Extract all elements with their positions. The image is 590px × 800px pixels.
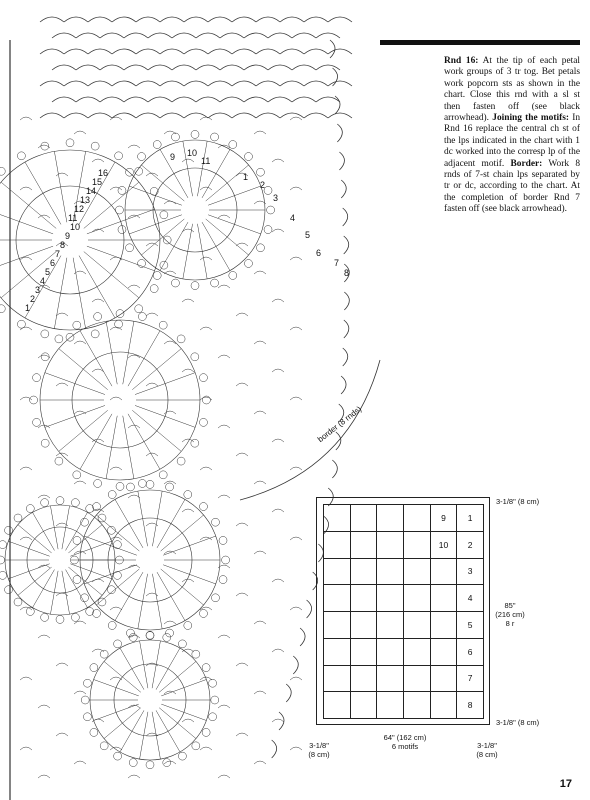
- rnd16-title: Rnd 16:: [444, 56, 479, 66]
- header-rule: [380, 40, 580, 45]
- grid-cell: [351, 585, 378, 612]
- right-margin-in: 3-1/8": [477, 741, 497, 750]
- grid-cell: [431, 639, 458, 666]
- round-number-left: 2: [30, 294, 36, 304]
- round-number-right: 5: [305, 230, 311, 240]
- height-motifs: 8 r: [505, 619, 515, 628]
- grid-cell: 4: [457, 585, 484, 612]
- round-number-left: 10: [70, 222, 81, 232]
- round-number-right: 2: [260, 180, 266, 190]
- grid-cell: [377, 505, 404, 532]
- border-title: Border:: [510, 158, 543, 169]
- grid-cell: [404, 532, 431, 559]
- motif-grid: [323, 504, 484, 719]
- grid-cell: [351, 532, 378, 559]
- left-margin-cm: (8 cm): [308, 750, 330, 759]
- grid-cell: [404, 692, 431, 719]
- round-number-top: 9: [170, 152, 176, 162]
- grid-cell: [377, 666, 404, 693]
- round-number-top: 10: [187, 148, 198, 158]
- instructions-text: [444, 56, 580, 216]
- round-number-left: 8: [60, 240, 66, 250]
- left-margin-dimension: [304, 741, 334, 759]
- grid-cell: 2: [457, 532, 484, 559]
- assembly-schematic: [316, 497, 490, 725]
- grid-cell: 3: [457, 559, 484, 586]
- grid-cell: [324, 612, 351, 639]
- grid-cell: [404, 505, 431, 532]
- round-number-left: 16: [98, 168, 109, 178]
- round-number-left: 1: [25, 303, 31, 313]
- border-text: Work 8 rnds of 7-st chain lps separated by tr or dc, according to the chart. At the completion of border Rnd 7 fasten off (see black arrowhead).: [444, 158, 581, 215]
- grid-cell: [377, 559, 404, 586]
- grid-cell: [404, 666, 431, 693]
- round-number-top: 11: [201, 156, 211, 166]
- grid-cell: [351, 692, 378, 719]
- round-number-right: 6: [316, 248, 322, 258]
- grid-cell: [377, 532, 404, 559]
- grid-cell: [351, 666, 378, 693]
- round-number-right: 4: [290, 213, 296, 223]
- round-number-right: 1: [243, 172, 249, 182]
- joining-title: Joining the motifs:: [492, 113, 569, 124]
- grid-cell: 5: [457, 612, 484, 639]
- grid-cell: 9: [431, 505, 458, 532]
- grid-cell: [377, 612, 404, 639]
- grid-cell: [351, 639, 378, 666]
- grid-cell: [404, 559, 431, 586]
- grid-cell: 10: [431, 532, 458, 559]
- grid-cell: [431, 666, 458, 693]
- grid-cell: [351, 559, 378, 586]
- grid-cell: [377, 639, 404, 666]
- grid-cell: 7: [457, 666, 484, 693]
- round-number-right: 8: [344, 268, 350, 278]
- right-margin-cm: (8 cm): [476, 750, 498, 759]
- round-number-left: 6: [50, 258, 56, 268]
- width-motifs: 6 motifs: [391, 742, 419, 751]
- right-margin-dimension: [472, 741, 502, 759]
- round-number-right: 7: [334, 258, 340, 268]
- round-number-left: 4: [40, 276, 46, 286]
- grid-cell: [351, 505, 378, 532]
- grid-cell: [377, 585, 404, 612]
- round-number-left: 15: [92, 177, 103, 187]
- bottom-margin-label: 3-1/8" (8 cm): [496, 718, 540, 727]
- height-cm: (216 cm): [495, 610, 525, 619]
- round-number-right: 3: [273, 193, 279, 203]
- page-number: 17: [559, 778, 572, 790]
- grid-cell: [324, 505, 351, 532]
- grid-cell: [324, 532, 351, 559]
- round-number-left: 9: [65, 231, 71, 241]
- grid-cell: [324, 666, 351, 693]
- round-number-left: 3: [35, 285, 41, 295]
- width-in: 64" (162 cm): [383, 733, 427, 742]
- grid-cell: [431, 585, 458, 612]
- height-dimension: [494, 601, 526, 628]
- round-number-left: 14: [86, 186, 97, 196]
- grid-cell: [431, 692, 458, 719]
- grid-cell: 6: [457, 639, 484, 666]
- round-number-left: 11: [68, 213, 78, 223]
- left-margin-in: 3-1/8": [309, 741, 329, 750]
- round-number-left: 12: [74, 204, 85, 214]
- grid-cell: [431, 559, 458, 586]
- border-label: border (8 rnds): [316, 404, 364, 445]
- grid-cell: [377, 692, 404, 719]
- height-in: 85": [504, 601, 516, 610]
- grid-cell: [324, 639, 351, 666]
- round-number-left: 7: [55, 249, 61, 259]
- grid-cell: [324, 692, 351, 719]
- grid-cell: [351, 612, 378, 639]
- grid-cell: [404, 585, 431, 612]
- round-number-left: 5: [45, 267, 51, 277]
- rnd16-text: At the tip of each petal work groups of 3 tr tog. Bet petals work popcorn sts as shown in the chart. Close this rnd with a sl st then fasten off (see black arrowhead).: [444, 56, 581, 124]
- grid-cell: 1: [457, 505, 484, 532]
- grid-cell: [404, 612, 431, 639]
- width-dimension: [360, 733, 450, 751]
- grid-cell: 8: [457, 692, 484, 719]
- joining-text: In Rnd 16 replace the central ch st of the lps indicated in the chart with 1 dc worked into the corresp lp of the adjacent motif.: [444, 113, 581, 169]
- grid-cell: [431, 612, 458, 639]
- grid-cell: [324, 559, 351, 586]
- grid-cell: [404, 639, 431, 666]
- round-number-left: 13: [80, 195, 91, 205]
- grid-cell: [324, 585, 351, 612]
- top-margin-label: 3-1/8" (8 cm): [496, 497, 540, 506]
